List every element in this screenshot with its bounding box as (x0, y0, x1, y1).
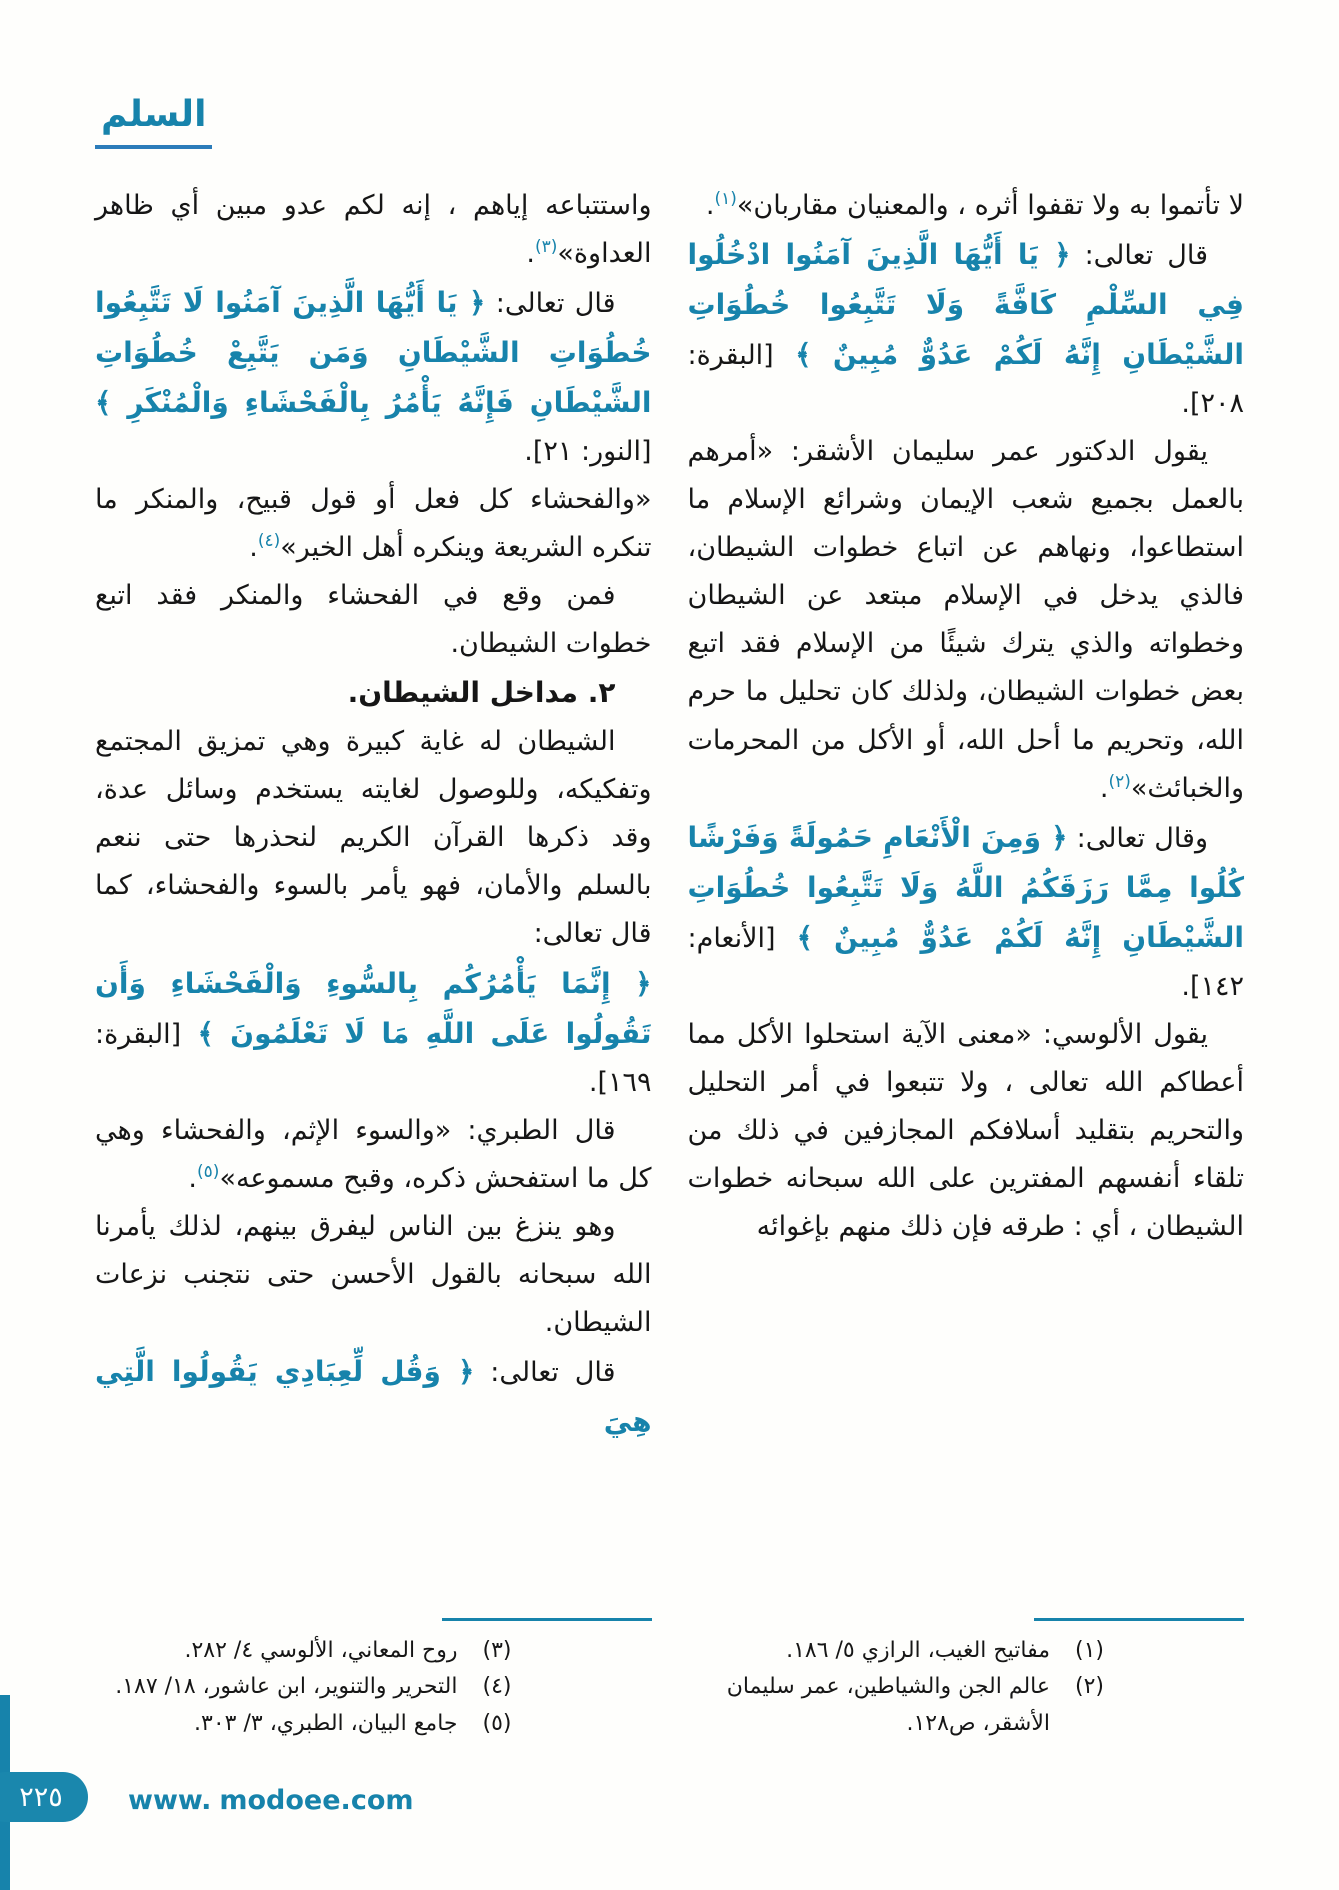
paragraph (95, 1203, 652, 1347)
footnote-list (95, 1633, 652, 1742)
verse-paragraph (95, 278, 652, 476)
footnote-text: التحرير والتنوير، ابن عاشور، ١٨/ ١٨٧. (115, 1674, 458, 1700)
footnote (688, 1669, 1105, 1742)
verse-intro: قال تعالى: (474, 1356, 616, 1388)
quran-verse: ﴿ يَا أَيُّهَا الَّذِينَ آمَنُوا ادْخُلُوا فِي السِّلْمِ كَافَّةً وَلَا تَتَّبِعُوا خُطُوَاتِ الشَّيْطَانِ إِنَّهُ لَكُمْ عَدُوٌّ مُبِينٌ ﴾ (687, 238, 1244, 372)
paragraph (95, 476, 652, 572)
verse-reference: [الأنعام: ١٤٢]. (687, 922, 1244, 1002)
footnote-marker: (٣) (534, 237, 558, 258)
body-text: . (1099, 772, 1109, 804)
verse-intro: قال تعالى: (1070, 240, 1208, 272)
heading-text: ٢. مداخل الشيطان. (347, 676, 616, 710)
footnote-separator (442, 1618, 652, 1621)
footnote (95, 1706, 512, 1742)
body-text: الشيطان له غاية كبيرة وهي تمزيق المجتمع وتفكيكه، وللوصول لغايته يستخدم وسائل عدة، وقد ذكرها القرآن الكريم لنحذرها حتى ننعم بالسلم والأمان، فهو يأمر بالسوء والفحشاء، كما قال تعالى: (95, 726, 652, 950)
verse-reference: [البقرة: ١٦٩]. (95, 1018, 652, 1098)
verse-reference: [النور: ٢١]. (524, 436, 652, 468)
paragraph (95, 182, 652, 278)
footnote-text: عالم الجن والشياطين، عمر سليمان الأشقر، ص١٢٨. (726, 1674, 1050, 1736)
footnote-number: (٣) (482, 1638, 512, 1664)
footnote-number: (١) (1074, 1638, 1104, 1664)
footnote-separator (1034, 1618, 1244, 1621)
footnotes-section-left (95, 1604, 652, 1742)
body-text: يقول الدكتور عمر سليمان الأشقر: «أمرهم بالعمل بجميع شعب الإيمان وشرائع الإسلام ما استطاعوا، ونهاهم عن اتباع خطوات الشيطان، فالذي يدخل في الإسلام مبتعد عن الشيطان وخطواته والذي يترك شيئًا من الإسلام فقد اتبع بعض خطوات الشيطان، ولذلك كان تحليل ما حرم الله، وتحريم ما أحل الله، أو الأكل من المحرمات والخبائث» (687, 436, 1244, 804)
footnote-number: (٤) (482, 1674, 512, 1700)
verse-paragraph (688, 230, 1245, 428)
quran-verse: ﴿ وَمِنَ الْأَنْعَامِ حَمُولَةً وَفَرْشًا كُلُوا مِمَّا رَزَقَكُمُ اللَّهُ وَلَا تَتَّبِعُوا خُطُوَاتِ الشَّيْطَانِ إِنَّهُ لَكُمْ عَدُوٌّ مُبِينٌ ﴾ (687, 820, 1244, 954)
verse-intro: قال تعالى: (485, 288, 616, 320)
footnote-number: (٥) (482, 1710, 512, 1736)
paragraph (688, 182, 1245, 230)
website-prefix: www. (128, 1785, 212, 1816)
footnote-list (688, 1633, 1245, 1742)
footnote-text: روح المعاني، الألوسي ٤/ ٢٨٢. (184, 1638, 458, 1664)
paragraph (688, 428, 1245, 812)
page-header (95, 94, 212, 149)
body-text: . (526, 238, 535, 270)
page-number: ٢٢٥ (19, 1781, 63, 1813)
body-text: . (188, 1162, 198, 1194)
verse-paragraph (688, 813, 1245, 1011)
website-domain: modoee.com (219, 1785, 414, 1816)
section-heading (95, 668, 652, 718)
footnote-marker: (٥) (197, 1161, 220, 1182)
body-text: يقول الألوسي: «معنى الآية استحلوا الأكل مما أعطاكم الله تعالى ، ولا تتبعوا في أمر التحليل والتحريم بتقليد أسلافكم المجازفين في ذلك من تلقاء أنفسهم المفترين على الله سبحانه خطوات الشيطان ، أي : طرقه فإن ذلك منهم بإغوائه (687, 1018, 1244, 1242)
quran-verse: ﴿ وَقُل لِّعِبَادِي يَقُولُوا الَّتِي هِيَ (95, 1354, 652, 1438)
verse-paragraph (95, 959, 652, 1107)
paragraph (688, 1011, 1245, 1251)
verse-intro: وقال تعالى: (1067, 822, 1208, 854)
column-right (688, 182, 1245, 1742)
text-columns (95, 182, 1244, 1742)
body-text: قال الطبري: «والسوء الإثم، والفحشاء وهي كل ما استفحش ذكره، وقبح مسموعه» (95, 1114, 652, 1194)
footnote-marker: (٢) (1108, 771, 1131, 792)
quran-verse: ﴿ يَا أَيُّهَا الَّذِينَ آمَنُوا لَا تَتَّبِعُوا خُطُوَاتِ الشَّيْطَانِ وَمَن يَتَّبِعْ خُطُوَاتِ الشَّيْطَانِ فَإِنَّهُ يَأْمُرُ بِالْفَحْشَاءِ وَالْمُنْكَرِ ﴾ (95, 286, 652, 420)
footnote (688, 1633, 1105, 1669)
chapter-title: السلم (101, 94, 207, 135)
paragraph (95, 572, 652, 668)
column-left (95, 182, 652, 1742)
running-head (95, 94, 212, 149)
verse-reference: [البقرة: ٢٠٨]. (687, 340, 1244, 420)
body-text: واستتباعه إياهم ، إنه لكم عدو مبين أي ظاهر العداوة» (95, 190, 652, 270)
footnote (95, 1633, 512, 1669)
body-text: «والفحشاء كل فعل أو قول قبيح، والمنكر ما تنكره الشريعة وينكره أهل الخير» (95, 484, 652, 564)
paragraph (95, 718, 652, 958)
website-link (128, 1785, 414, 1816)
footnote (95, 1669, 512, 1705)
footnote-marker: (٤) (257, 531, 281, 552)
verse-paragraph (95, 1347, 652, 1447)
footnote-text: جامع البيان، الطبري، ٣/ ٣٠٣. (194, 1710, 458, 1736)
paragraph (95, 1107, 652, 1203)
page-number-badge (0, 1772, 88, 1822)
quran-verse: ﴿ إِنَّمَا يَأْمُرُكُم بِالسُّوءِ وَالْفَحْشَاءِ وَأَن تَقُولُوا عَلَى اللَّهِ مَا لَا تَعْلَمُونَ ﴾ (95, 966, 652, 1050)
footnotes-section-right (688, 1604, 1245, 1742)
body-text: . (705, 190, 715, 221)
body-text: . (249, 532, 258, 564)
body-text: فمن وقع في الفحشاء والمنكر فقد اتبع خطوات الشيطان. (95, 580, 652, 660)
footnote-marker: (١) (714, 189, 737, 209)
body-text: وهو ينزغ بين الناس ليفرق بينهم، لذلك يأمرنا الله سبحانه بالقول الأحسن حتى نتجنب نزعات الشيطان. (95, 1210, 652, 1338)
body-text: لا تأتموا به ولا تقفوا أثره ، والمعنيان مقاربان» (736, 190, 1244, 221)
footnote-number: (٢) (1074, 1674, 1104, 1700)
footnote-text: مفاتيح الغيب، الرازي ٥/ ١٨٦. (786, 1638, 1050, 1664)
